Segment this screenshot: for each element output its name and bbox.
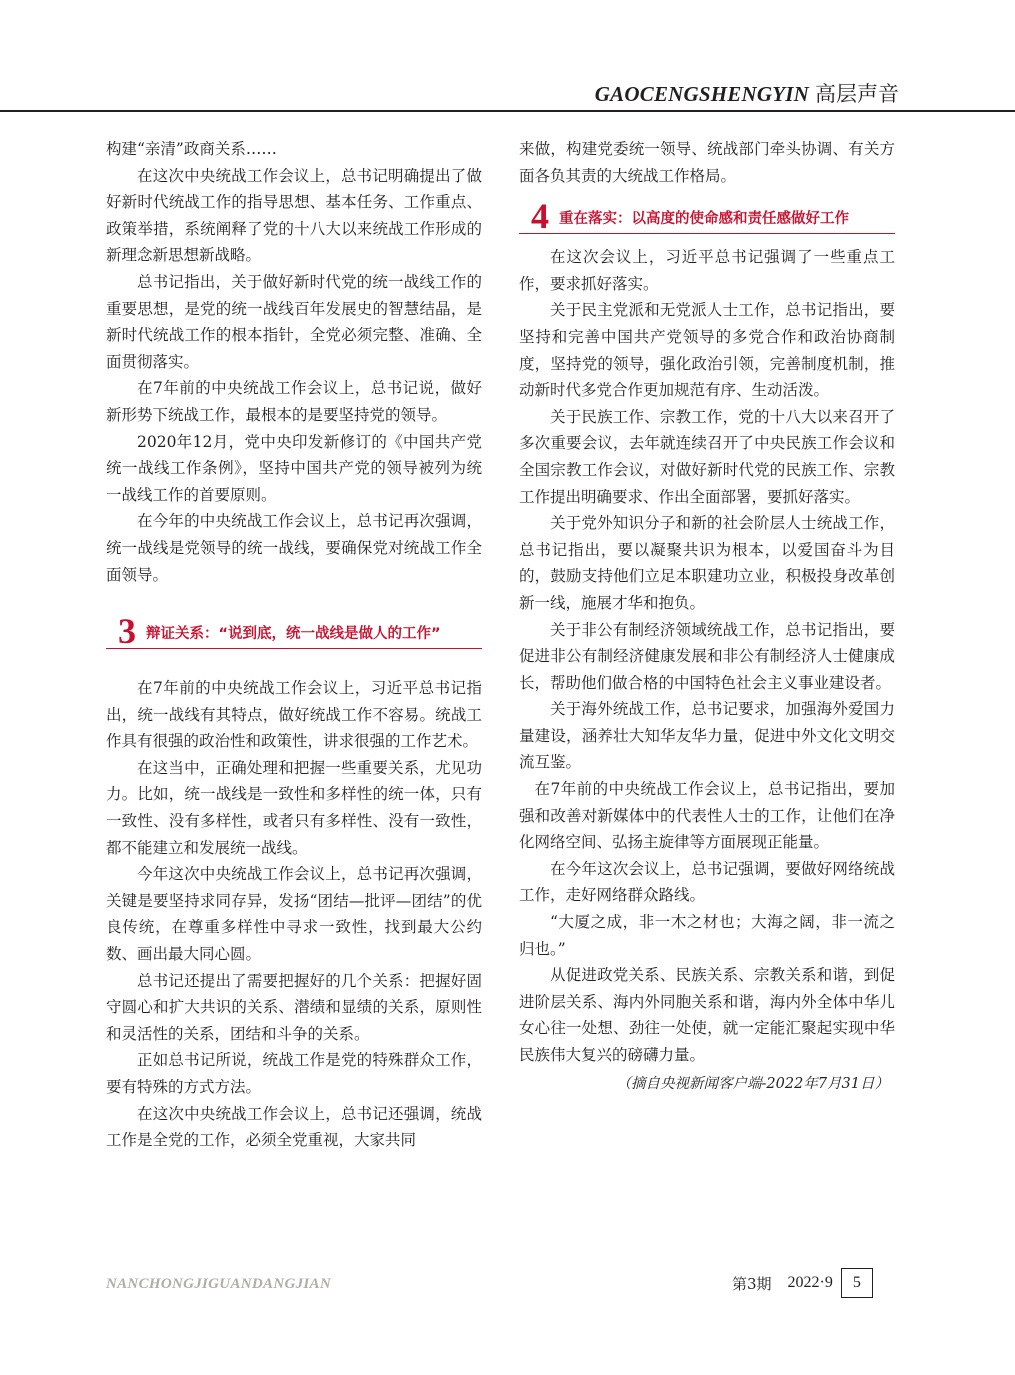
paragraph: 在7年前的中央统战工作会议上，习近平总书记指出，统一战线有其特点，做好统战工作不容易。统战工作具有很强的政治性和政策性，讲求很强的工作艺术。: [106, 679, 482, 751]
left-column: [106, 136, 482, 1154]
paragraph: 在这次会议上，习近平总书记强调了一些重点工作，要求抓好落实。: [519, 248, 895, 293]
footer-journal-name: NANCHONGJIGUANDANGJIAN: [106, 1276, 331, 1292]
paragraph: 总书记指出，关于做好新时代党的统一战线工作的重要思想，是党的统一战线百年发展史的智慧结晶，是新时代统战工作的根本指针，全党必须完整、准确、全面贯彻落实。: [106, 272, 482, 371]
section-3-heading: [106, 611, 482, 652]
paragraph: 在7年前的中央统战工作会议上，总书记指出，要加强和改善对新媒体中的代表性人士的工作，让他们在净化网络空间、弘扬主旋律等方面展现正能量。: [519, 780, 895, 852]
paragraph: 从促进政党关系、民族关系、宗教关系和谐，到促进阶层关系、海内外同胞关系和谐，海内外全体中华儿女心往一处想、劲往一处使，就一定能汇聚起实现中华民族伟大复兴的磅礴力量。: [519, 966, 895, 1064]
page-number: 5: [841, 1268, 873, 1298]
section-title: 重在落实：以高度的使命感和责任感做好工作: [559, 211, 849, 228]
source-citation: （摘自央视新闻客户端-2022年7月31日）: [616, 1075, 889, 1092]
paragraph: 在这次中央统战工作会议上，总书记明确提出了做好新时代统战工作的指导思想、基本任务、工作重点、政策举措，系统阐释了党的十八大以来统战工作形成的新理念新思想新战略。: [106, 166, 482, 265]
paragraph: 总书记还提出了需要把握好的几个关系：把握好固守圆心和扩大共识的关系、潜绩和显绩的关系，原则性和灵活性的关系，团结和斗争的关系。: [106, 971, 482, 1043]
section-title: 辩证关系：“说到底，统一战线是做人的工作”: [146, 626, 441, 643]
paragraph: 构建“亲清”政商关系……: [106, 140, 277, 158]
paragraph: 关于民族工作、宗教工作，党的十八大以来召开了多次重要会议，去年就连续召开了中央民族工作会议和全国宗教工作会议，对做好新时代党的民族工作、宗教工作提出明确要求、作出全面部署，要抓好落实。: [519, 407, 895, 506]
paragraph: 今年这次中央统战工作会议上，总书记再次强调，关键是要坚持求同存异，发扬“团结—批评—团结”的优良传统，在尊重多样性中寻求一致性，找到最大公约数、画出最大同心圆。: [106, 865, 482, 964]
footer-issue-info: [732, 1268, 873, 1298]
section-number: 3: [118, 611, 136, 652]
paragraph: 在这次中央统战工作会议上，总书记还强调，统战工作是全党的工作，必须全党重视，大家共同: [106, 1104, 482, 1150]
paragraph: 关于党外知识分子和新的社会阶层人士统战工作，总书记指出，要以凝聚共识为根本，以爱国奋斗为目的，鼓励支持他们立足本职建功立业，积极投身改革创新一线，施展才华和抱负。: [519, 514, 895, 612]
paragraph: 在今年的中央统战工作会议上，总书记再次强调，统一战线是党领导的统一战线，要确保党对统战工作全面领导。: [106, 512, 482, 584]
header-pinyin: GAOCENGSHENGYIN: [594, 82, 809, 106]
paragraph: 在这当中，正确处理和把握一些重要关系，尤见功力。比如，统一战线是一致性和多样性的统一体，只有一致性、没有多样性，或者只有多样性、没有一致性，都不能建立和发展统一战线。: [106, 758, 482, 857]
header-column-name: 高层声音: [815, 82, 899, 106]
paragraph: 在今年这次会议上，总书记强调，要做好网络统战工作，走好网络群众路线。: [519, 859, 895, 905]
paragraph: 关于海外统战工作，总书记要求，加强海外爱国力量建设，涵养壮大知华友华力量，促进中外文化文明交流互鉴。: [519, 700, 895, 772]
paragraph: 来做，构建党委统一领导、统战部门牵头协调、有关方面各负其责的大统战工作格局。: [519, 140, 895, 185]
paragraph: 关于民主党派和无党派人士工作，总书记指出，要坚持和完善中国共产党领导的多党合作和政治协商制度，坚持党的领导，强化政治引领，完善制度机制，推动新时代多党合作更加规范有序、生动活泼。: [519, 301, 895, 400]
paragraph: 在7年前的中央统战工作会议上，总书记说，做好新形势下统战工作，最根本的是要坚持党的领导。: [106, 379, 482, 424]
section-number: 4: [531, 196, 549, 237]
paragraph: 正如总书记所说，统战工作是党的特殊群众工作，要有特殊的方式方法。: [106, 1051, 482, 1096]
footer-issue: 第3期: [732, 1274, 772, 1293]
running-header: [595, 78, 899, 108]
section-4-heading: [519, 196, 895, 237]
header-rule: [0, 110, 1015, 112]
right-column: [519, 136, 895, 1097]
paragraph: “大厦之成，非一木之材也；大海之阔，非一流之归也。”: [519, 913, 895, 958]
paragraph: 2020年12月，党中央印发新修订的《中国共产党统一战线工作条例》，坚持中国共产党的领导被列为统一战线工作的首要原则。: [106, 432, 482, 504]
paragraph: 关于非公有制经济领域统战工作，总书记指出，要促进非公有制经济健康发展和非公有制经济人士健康成长，帮助他们做合格的中国特色社会主义事业建设者。: [519, 620, 895, 692]
footer-year: 2022·9: [787, 1274, 833, 1291]
